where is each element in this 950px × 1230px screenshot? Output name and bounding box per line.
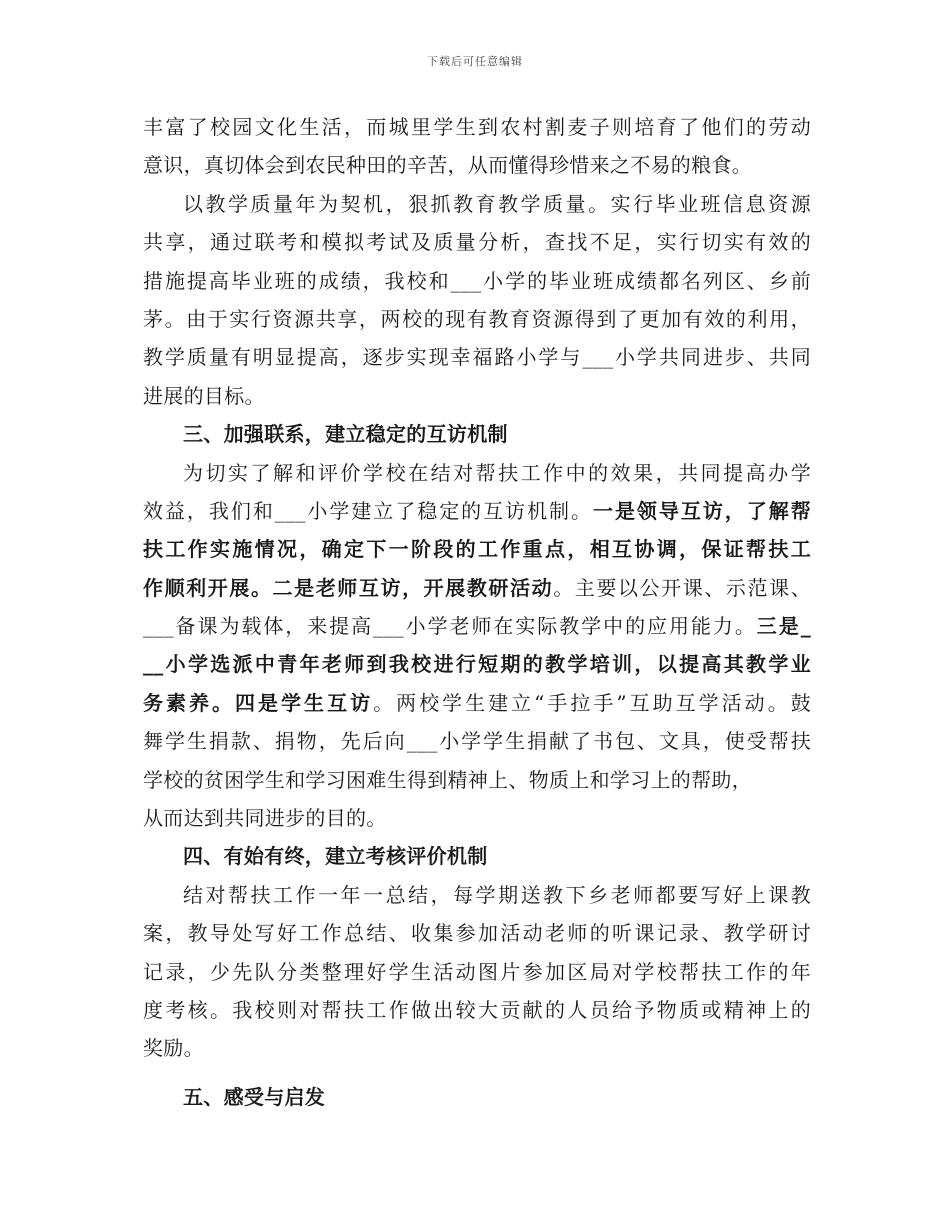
bold-text: 三是_ [756,614,811,639]
page-header: 下载后可任意编辑 [427,55,523,68]
paragraph-line: 结对帮扶工作一年一总结，每学期送教下乡老师都要写好上课教 [183,882,811,907]
paragraph-line: 教学质量有明显提高，逐步实现幸福路小学与___小学共同进步、共同 [143,345,811,370]
paragraph-line: 度考核。我校则对帮扶工作做出较大贡献的人员给予物质或精神上的 [143,997,811,1022]
paragraph-line: 丰富了校园文化生活，而城里学生到农村割麦子则培育了他们的劳动 [143,115,811,139]
section-heading: 五、感受与启发 [183,1084,326,1109]
paragraph-line: 意识，真切体会到农民种田的辛苦，从而懂得珍惜来之不易的粮食。 [143,153,752,178]
document-body [143,108,811,1116]
bold-text: 务素养。四是学生互访 [143,690,374,715]
paragraph-line: 茅。由于实行资源共享，两校的现有教育资源得到了更加有效的利用， [143,306,811,331]
bold-text: 作顺利开展。二是老师互访，开展教研活动 [143,575,554,600]
paragraph-line: 舞学生捐款、捐物，先后向___小学学生捐献了书包、文具，使受帮扶 [143,729,811,754]
paragraph-line [143,684,811,722]
paragraph-line: 以教学质量年为契机，狠抓教育教学质量。实行毕业班信息资源 [183,191,811,216]
paragraph-line [143,607,811,645]
paragraph-line: 扶工作实施情况，确定下一阶段的工作重点，相互协调，保证帮扶工 [143,537,811,562]
paragraph-line: __小学选派中青年老师到我校进行短期的教学培训，以提高其教学业 [143,652,811,677]
paragraph-line: 为切实了解和评价学校在结对帮扶工作中的效果，共同提高办学 [183,460,811,485]
paragraph-line [143,492,811,530]
section-heading: 三、加强联系，建立稳定的互访机制 [183,422,508,447]
paragraph-line: 共享，通过联考和模拟考试及质量分析，查找不足，实行切实有效的 [143,230,811,255]
plain-text: 效益，我们和___小学建立了稳定的互访机制。 [143,498,593,523]
section-heading: 四、有始有终，建立考核评价机制 [183,844,488,869]
paragraph-line: 措施提高毕业班的成绩，我校和___小学的毕业班成绩都名列区、乡前 [143,268,811,293]
plain-text: ___备课为载体，来提高___小学老师在实际教学中的应用能力。 [143,614,757,639]
paragraph-line: 案，教导处写好工作总结、收集参加活动老师的听课记录、教学研讨 [143,921,811,946]
plain-text: 。两校学生建立“手拉手”互助互学活动。鼓 [373,690,812,715]
bold-text: 一是领导互访，了解帮 [592,498,812,523]
plain-text: 。主要以公开课、示范课、 [553,575,811,600]
paragraph-line: 记录，少先队分类整理好学生活动图片参加区局对学校帮扶工作的年 [143,959,811,984]
paragraph-line: 学校的贫困学生和学习困难生得到精神上、物质上和学习上的帮助， [143,767,752,792]
paragraph-line: 从而达到共同进步的目的。 [143,806,387,831]
paragraph-line [143,569,811,607]
paragraph-line: 进展的目标。 [143,383,265,408]
spacer [143,1068,811,1078]
paragraph-line: 奖励。 [143,1036,204,1061]
